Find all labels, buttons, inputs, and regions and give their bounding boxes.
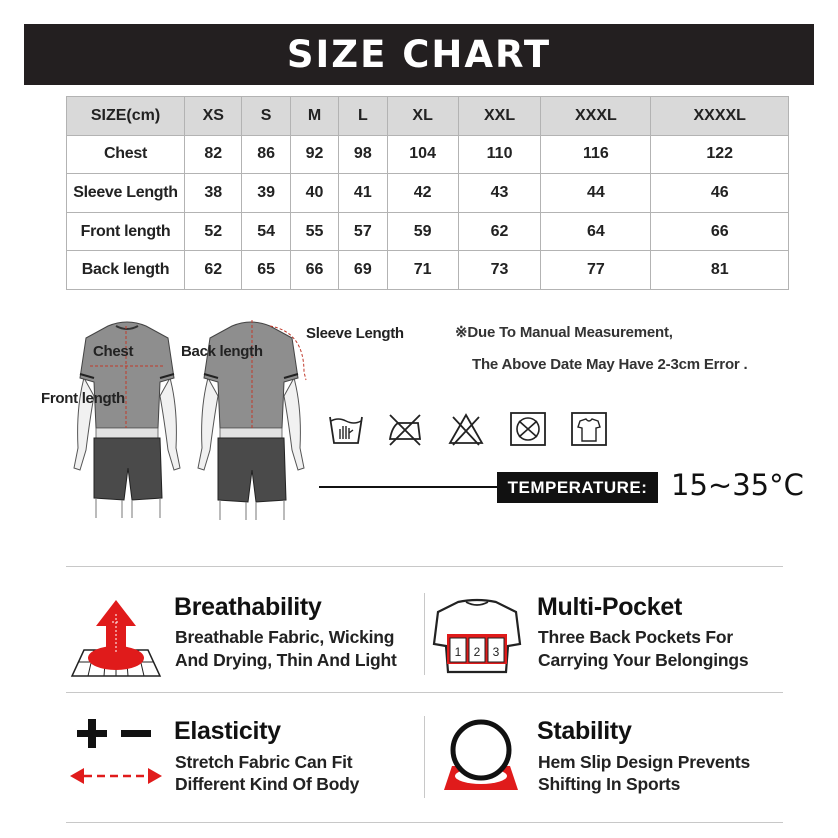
hand-wash-icon: [327, 411, 365, 447]
table-cell: 98: [339, 135, 387, 174]
table-cell: 92: [290, 135, 338, 174]
table-cell: 41: [339, 174, 387, 213]
table-cell: 104: [387, 135, 458, 174]
table-cell: 52: [185, 212, 242, 251]
table-cell: 86: [242, 135, 290, 174]
feature-title: Elasticity: [174, 717, 281, 745]
table-cell: 64: [541, 212, 651, 251]
table-cell: 39: [242, 174, 290, 213]
table-header-cell: XS: [185, 97, 242, 136]
row-label: Chest: [67, 135, 185, 174]
feature-desc: Three Back Pockets For: [538, 627, 733, 647]
temperature-label: TEMPERATURE:: [497, 472, 658, 503]
table-cell: 69: [339, 251, 387, 290]
table-cell: 116: [541, 135, 651, 174]
table-cell: 66: [290, 251, 338, 290]
table-cell: 65: [242, 251, 290, 290]
table-cell: 54: [242, 212, 290, 251]
table-cell: 110: [458, 135, 541, 174]
pocket-number: 3: [492, 645, 500, 659]
multi-pocket-icon: [432, 598, 522, 674]
table-row: [67, 212, 789, 251]
size-table: [66, 96, 789, 290]
no-bleach-icon: [447, 411, 485, 447]
table-cell: 77: [541, 251, 651, 290]
measurement-note-line1: ※Due To Manual Measurement,: [455, 324, 673, 341]
divider: [424, 716, 425, 798]
table-cell: 81: [651, 251, 789, 290]
temperature-divider: [319, 486, 499, 488]
table-cell: 62: [185, 251, 242, 290]
feature-desc: Different Kind Of Body: [175, 774, 360, 794]
front-length-label: Front length: [41, 390, 125, 407]
table-cell: 122: [651, 135, 789, 174]
row-label: Front length: [67, 212, 185, 251]
table-row: [67, 135, 789, 174]
table-cell: 42: [387, 174, 458, 213]
feature-desc: Breathable Fabric, Wicking: [175, 627, 395, 647]
table-row: [67, 174, 789, 213]
table-cell: 43: [458, 174, 541, 213]
title-banner: [24, 24, 814, 85]
table-cell: 71: [387, 251, 458, 290]
divider: [424, 593, 425, 675]
table-cell: 59: [387, 212, 458, 251]
table-cell: 38: [185, 174, 242, 213]
table-header-cell: S: [242, 97, 290, 136]
sleeve-length-label: Sleeve Length: [306, 325, 404, 342]
table-header-cell: XL: [387, 97, 458, 136]
table-header-cell: SIZE(cm): [67, 97, 185, 136]
back-length-label: Back length: [181, 343, 263, 360]
divider: [66, 822, 783, 823]
table-header-cell: XXL: [458, 97, 541, 136]
no-iron-icon: [386, 411, 424, 447]
table-header-row: [67, 97, 789, 136]
shade-dry-icon: [570, 411, 608, 447]
table-header-cell: XXXL: [541, 97, 651, 136]
row-label: Sleeve Length: [67, 174, 185, 213]
feature-desc: Stretch Fabric Can Fit: [175, 752, 353, 772]
feature-desc: Hem Slip Design Prevents: [538, 752, 751, 772]
table-cell: 82: [185, 135, 242, 174]
stability-icon: [438, 716, 524, 798]
table-row: [67, 251, 789, 290]
page-title: SIZE CHART: [286, 33, 552, 76]
no-wring-icon: [509, 411, 547, 447]
row-label: Back length: [67, 251, 185, 290]
pocket-number: 1: [454, 645, 462, 659]
table-cell: 62: [458, 212, 541, 251]
feature-title: Multi-Pocket: [537, 593, 683, 621]
divider: [66, 692, 783, 693]
elasticity-icon: [66, 714, 166, 792]
feature-title: Stability: [537, 717, 632, 745]
table-header-cell: M: [290, 97, 338, 136]
measurement-note-line2: The Above Date May Have 2-3cm Error .: [472, 356, 748, 373]
divider: [66, 566, 783, 567]
feature-desc: And Drying, Thin And Light: [175, 650, 397, 670]
table-cell: 57: [339, 212, 387, 251]
table-header-cell: L: [339, 97, 387, 136]
chest-label: Chest: [93, 343, 134, 360]
feature-desc: Carrying Your Belongings: [538, 650, 749, 670]
table-cell: 66: [651, 212, 789, 251]
temperature-value: 15~35°C: [671, 468, 804, 502]
feature-desc: Shifting In Sports: [538, 774, 681, 794]
breathability-icon: [70, 598, 162, 680]
table-cell: 73: [458, 251, 541, 290]
table-cell: 55: [290, 212, 338, 251]
feature-title: Breathability: [174, 593, 322, 621]
table-cell: 46: [651, 174, 789, 213]
pocket-number: 2: [473, 645, 481, 659]
table-header-cell: XXXXL: [651, 97, 789, 136]
table-cell: 40: [290, 174, 338, 213]
table-cell: 44: [541, 174, 651, 213]
